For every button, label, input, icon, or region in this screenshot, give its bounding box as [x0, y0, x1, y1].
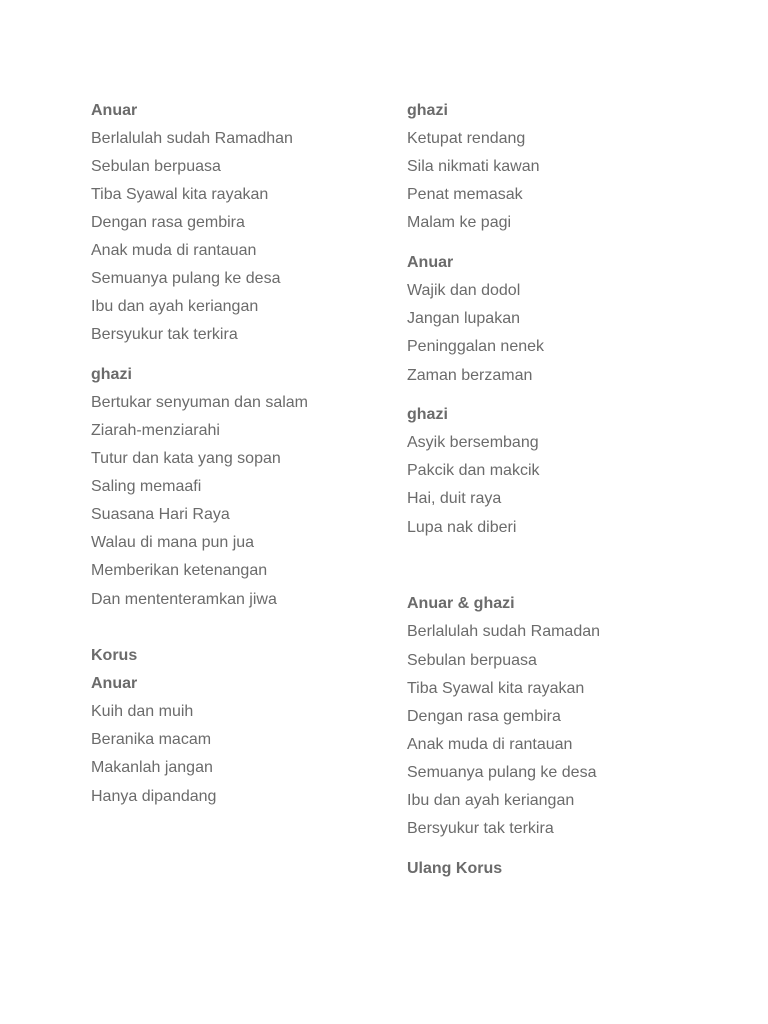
lyric-line: Semuanya pulang ke desa — [91, 270, 281, 287]
singer-label: ghazi — [407, 406, 448, 423]
lyric-line: Malam ke pagi — [407, 214, 512, 231]
lyric-line: Ibu dan ayah keriangan — [91, 298, 259, 315]
lyric-line: Wajik dan dodol — [407, 282, 521, 299]
lyric-line: Asyik bersembang — [407, 434, 539, 451]
lyric-line: Sila nikmati kawan — [407, 158, 540, 175]
section-label: Korus — [91, 647, 138, 664]
lyric-line: Sebulan berpuasa — [407, 652, 537, 669]
lyric-line: Kuih dan muih — [91, 703, 194, 720]
lyric-line: Sebulan berpuasa — [91, 158, 221, 175]
lyric-line: Tutur dan kata yang sopan — [91, 450, 281, 467]
lyric-line: Anak muda di rantauan — [407, 736, 573, 753]
lyric-line: Anak muda di rantauan — [91, 242, 257, 259]
lyric-line: Penat memasak — [407, 186, 523, 203]
lyric-line: Ziarah-menziarahi — [91, 422, 220, 439]
lyric-line: Berlalulah sudah Ramadan — [407, 623, 601, 640]
singer-label: Anuar — [407, 254, 454, 271]
lyric-line: Pakcik dan makcik — [407, 462, 540, 479]
singer-label: Anuar & ghazi — [407, 595, 515, 612]
lyric-line: Dengan rasa gembira — [407, 708, 561, 725]
lyric-line: Ketupat rendang — [407, 130, 526, 147]
lyric-line: Lupa nak diberi — [407, 519, 517, 536]
lyric-line: Dan mententeramkan jiwa — [91, 591, 277, 608]
lyric-line: Suasana Hari Raya — [91, 506, 230, 523]
singer-label: ghazi — [407, 102, 448, 119]
section-label: Ulang Korus — [407, 860, 503, 877]
lyric-line: Zaman berzaman — [407, 367, 533, 384]
lyric-line: Walau di mana pun jua — [91, 534, 255, 551]
lyric-line: Jangan lupakan — [407, 310, 520, 327]
lyric-line: Memberikan ketenangan — [91, 562, 268, 579]
lyric-line: Bertukar senyuman dan salam — [91, 394, 308, 411]
lyric-line: Bersyukur tak terkira — [407, 820, 554, 837]
lyric-line: Dengan rasa gembira — [91, 214, 245, 231]
lyric-line: Semuanya pulang ke desa — [407, 764, 597, 781]
singer-label: ghazi — [91, 366, 132, 383]
lyric-line: Hanya dipandang — [91, 788, 217, 805]
lyric-line: Ibu dan ayah keriangan — [407, 792, 575, 809]
lyric-line: Tiba Syawal kita rayakan — [407, 680, 585, 697]
lyric-line: Tiba Syawal kita rayakan — [91, 186, 269, 203]
lyric-line: Bersyukur tak terkira — [91, 326, 238, 343]
lyric-line: Berlalulah sudah Ramadhan — [91, 130, 293, 147]
singer-label: Anuar — [91, 675, 138, 692]
lyric-line: Saling memaafi — [91, 478, 202, 495]
singer-label: Anuar — [91, 102, 138, 119]
lyric-line: Beranika macam — [91, 731, 212, 748]
lyric-line: Hai, duit raya — [407, 490, 502, 507]
lyric-line: Peninggalan nenek — [407, 338, 545, 355]
lyric-line: Makanlah jangan — [91, 759, 213, 776]
